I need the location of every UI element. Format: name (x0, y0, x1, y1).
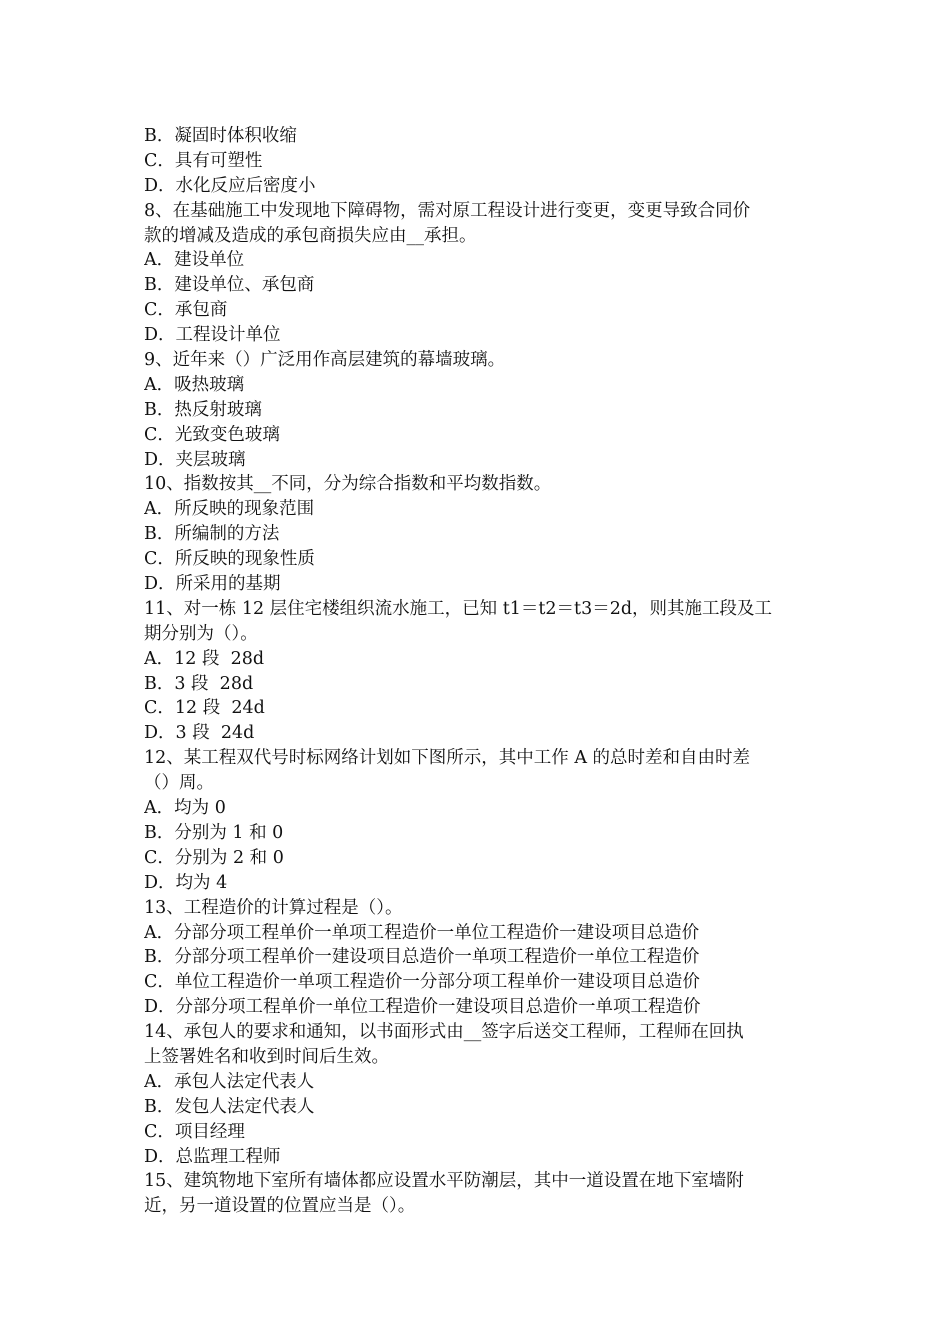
text-line: 11、对一栋 12 层住宅楼组织流水施工，已知 t1＝t2＝t3＝2d，则其施工段及工 (144, 598, 773, 619)
text-line: 9、近年来（）广泛用作高层建筑的幕墙玻璃。 (144, 350, 506, 371)
text-line: 期分别为（）。 (144, 623, 258, 644)
text-line: C．所反映的现象性质 (144, 549, 315, 570)
text-line: A．承包人法定代表人 (144, 1071, 315, 1092)
text-line: A．建设单位 (144, 250, 245, 271)
text-line: B．分部分项工程单价一建设项目总造价一单项工程造价一单位工程造价 (144, 947, 700, 968)
text-line: 上签署姓名和收到时间后生效。 (144, 1046, 389, 1067)
text-line: 15、建筑物地下室所有墙体都应设置水平防潮层，其中一道设置在地下室墙附 (144, 1171, 744, 1192)
text-line: 12、某工程双代号时标网络计划如下图所示，其中工作 A 的总时差和自由时差 (144, 748, 751, 769)
text-line: D．工程设计单位 (144, 325, 281, 346)
text-line: C．单位工程造价一单项工程造价一分部分项工程单价一建设项目总造价 (144, 972, 700, 993)
text-line: 10、指数按其__不同，分为综合指数和平均数指数。 (144, 474, 552, 495)
text-line: 13、工程造价的计算过程是（）。 (144, 897, 403, 918)
text-line: 款的增减及造成的承包商损失应由__承担。 (144, 225, 477, 246)
text-line: D．水化反应后密度小 (144, 175, 316, 196)
text-line: （）周。 (144, 773, 214, 794)
text-line: D．总监理工程师 (144, 1146, 281, 1167)
text-line: A．均为 0 (144, 798, 226, 819)
text-line: C．光致变色玻璃 (144, 424, 280, 445)
text-line: C．12 段 24d (144, 698, 265, 719)
text-line: B．凝固时体积收缩 (144, 126, 297, 146)
text-line: B．所编制的方法 (144, 524, 280, 545)
text-line: 近，另一道设置的位置应当是（）。 (144, 1196, 416, 1217)
text-line: B．热反射玻璃 (144, 399, 262, 420)
text-line: D．分部分项工程单价一单位工程造价一建设项目总造价一单项工程造价 (144, 997, 701, 1018)
text-line: B．分别为 1 和 0 (144, 822, 284, 843)
text-line: C．分别为 2 和 0 (144, 847, 284, 868)
text-line: A．吸热玻璃 (144, 374, 245, 395)
text-line: D．所采用的基期 (144, 574, 281, 595)
text-line: B．建设单位、承包商 (144, 275, 315, 296)
text-line: B．发包人法定代表人 (144, 1096, 315, 1117)
text-line: A．分部分项工程单价一单项工程造价一单位工程造价一建设项目总造价 (144, 922, 700, 943)
text-line: B．3 段 28d (144, 673, 254, 694)
text-line: A．12 段 28d (144, 648, 265, 669)
text-line: A．所反映的现象范围 (144, 499, 315, 520)
document-body (144, 124, 809, 1219)
text-line: D．3 段 24d (144, 723, 255, 744)
text-line: D．均为 4 (144, 872, 228, 893)
text-line: 14、承包人的要求和通知，以书面形式由__签字后送交工程师，工程师在回执 (144, 1022, 744, 1043)
text-line: C．承包商 (144, 300, 228, 321)
text-line: C．项目经理 (144, 1121, 245, 1142)
text-line: D．夹层玻璃 (144, 449, 246, 470)
text-line: 8、在基础施工中发现地下障碍物，需对原工程设计进行变更，变更导致合同价 (144, 200, 751, 221)
text-line: C．具有可塑性 (144, 150, 263, 171)
